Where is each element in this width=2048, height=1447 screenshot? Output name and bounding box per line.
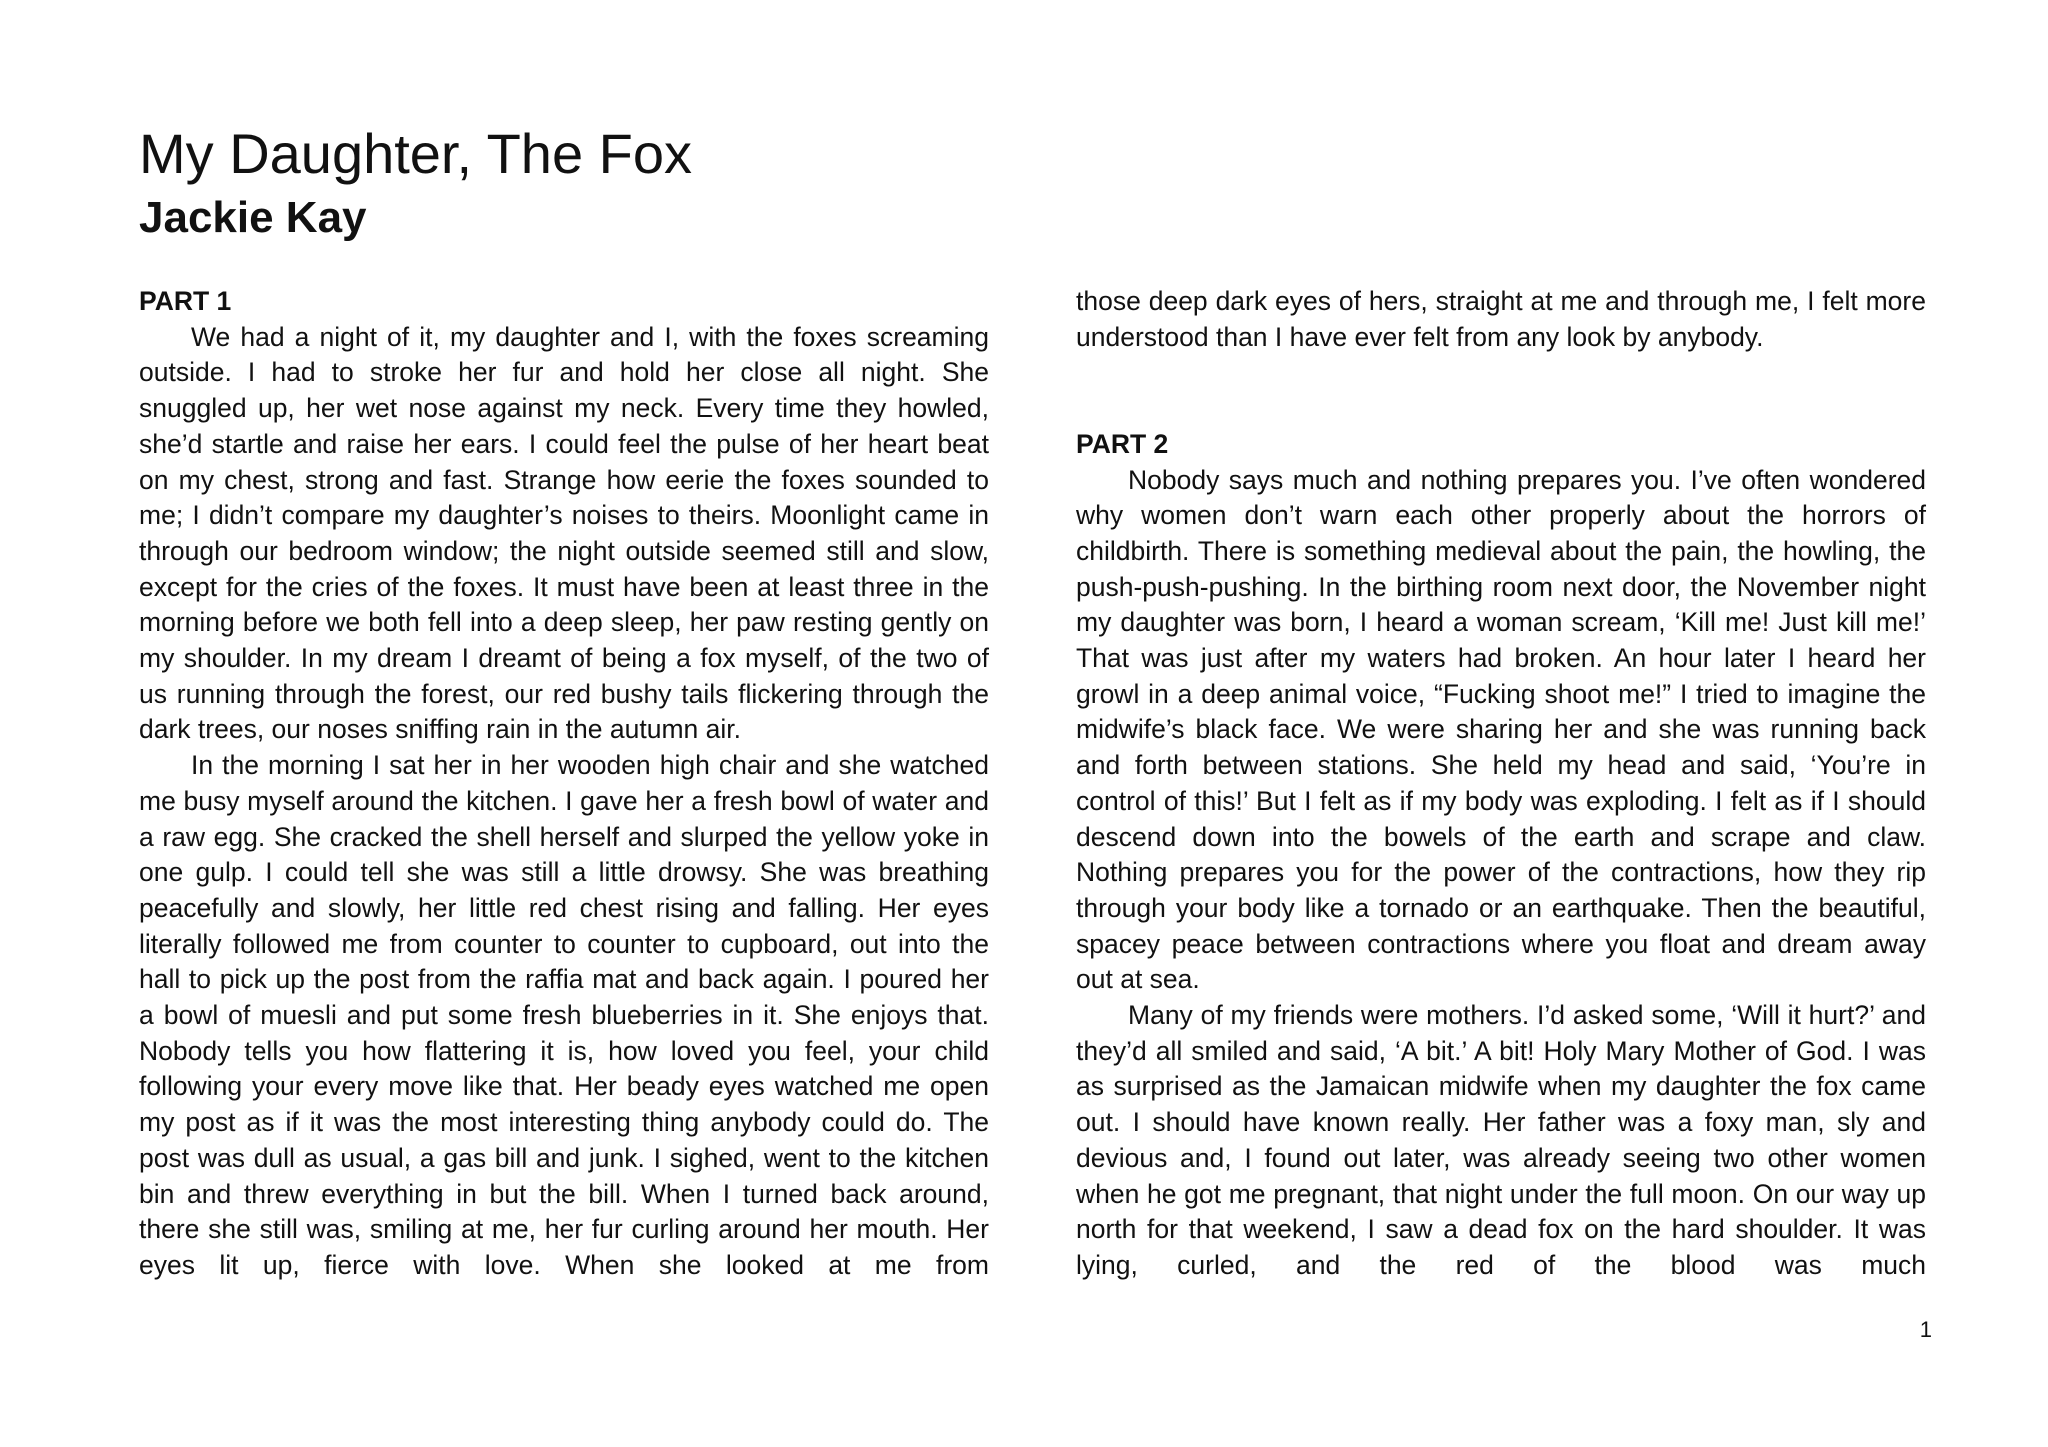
part2-heading: PART 2 <box>1076 428 1169 459</box>
part1-continuation: those deep dark eyes of hers, straight at me and through me, I felt more understood than I have ever felt from any look by anybody. <box>1076 286 1926 352</box>
part2-paragraph-1: Nobody says much and nothing prepares you. I’ve often wondered why women don’t warn each other properly about the horrors of childbirth. There is something medieval about the pain, the howling, the push-push-pushing. In the birthing room next door, the November night my daughter was born, I heard a woman scream, ‘Kill me! Just kill me!’ That was just after my waters had broken. An hour later I heard her growl in a deep animal voice, “Fucking shoot me!” I tried to imagine the midwife’s black face. We were sharing her and she was running back and forth between stations. She held my head and said, ‘You’re in control of this!’ But I felt as if my body was exploding. I felt as if I should descend down into the bowels of the earth and scrape and claw. Nothing prepares you for the power of the contractions, how they rip through your body like a tornado or an earthquake. Then the beautiful, spacey peace between contractions where you float and dream away out at sea. <box>1076 464 1926 995</box>
right-column <box>1076 284 1926 1284</box>
left-column <box>139 284 989 1284</box>
page-title: My Daughter, The Fox <box>139 122 692 185</box>
section-gap <box>1076 355 1926 426</box>
page-number: 1 <box>1919 1317 1932 1342</box>
author-name: Jackie Kay <box>139 193 367 242</box>
part1-paragraph-1: We had a night of it, my daughter and I, with the foxes screaming outside. I had to stroke her fur and hold her close all night. She snuggled up, her wet nose against my neck. Every time they howled, she’d startle and raise her ears. I could feel the pulse of her heart beat on my chest, strong and fast. Strange how eerie the foxes sounded to me; I didn’t compare my daughter’s noises to theirs. Moonlight came in through our bedroom window; the night outside seemed still and slow, except for the cries of the foxes. It must have been at least three in the morning before we both fell into a deep sleep, her paw resting gently on my shoulder. In my dream I dreamt of being a fox myself, of the two of us running through the forest, our red bushy tails flickering through the dark trees, our noses sniffing rain in the autumn air. <box>139 321 989 745</box>
part2-paragraph-2: Many of my friends were mothers. I’d asked some, ‘Will it hurt?’ and they’d all smiled and said, ‘A bit.’ A bit! Holy Mary Mother of God. I was as surprised as the Jamaican midwife when my daughter the fox came out. I should have known really. Her father was a foxy man, sly and devious and, I found out later, was already seeing two other women when he got me pregnant, that night under the full moon. On our way up north for that weekend, I saw a dead fox on the hard shoulder. It was lying, curled, and the red of the blood was much <box>1076 1000 1926 1280</box>
part1-paragraph-2: In the morning I sat her in her wooden high chair and she watched me busy myself around the kitchen. I gave her a fresh bowl of water and a raw egg. She cracked the shell herself and slurped the yellow yoke in one gulp. I could tell she was still a little drowsy. She was breathing peacefully and slowly, her little red chest rising and falling. Her eyes literally followed me from counter to counter to cupboard, out into the hall to pick up the post from the raffia mat and back again. I poured her a bowl of muesli and put some fresh blueberries in it. She enjoys that. Nobody tells you how flattering it is, how loved you feel, your child following your every move like that. Her beady eyes watched me open my post as if it was the most interesting thing anybody could do. The post was dull as usual, a gas bill and junk. I sighed, went to the kitchen bin and threw everything in but the bill. When I turned back around, there she still was, smiling at me, her fur curling around her mouth. Her eyes lit up, fierce with love. When she looked at me from <box>139 750 989 1280</box>
part1-heading: PART 1 <box>139 286 232 316</box>
